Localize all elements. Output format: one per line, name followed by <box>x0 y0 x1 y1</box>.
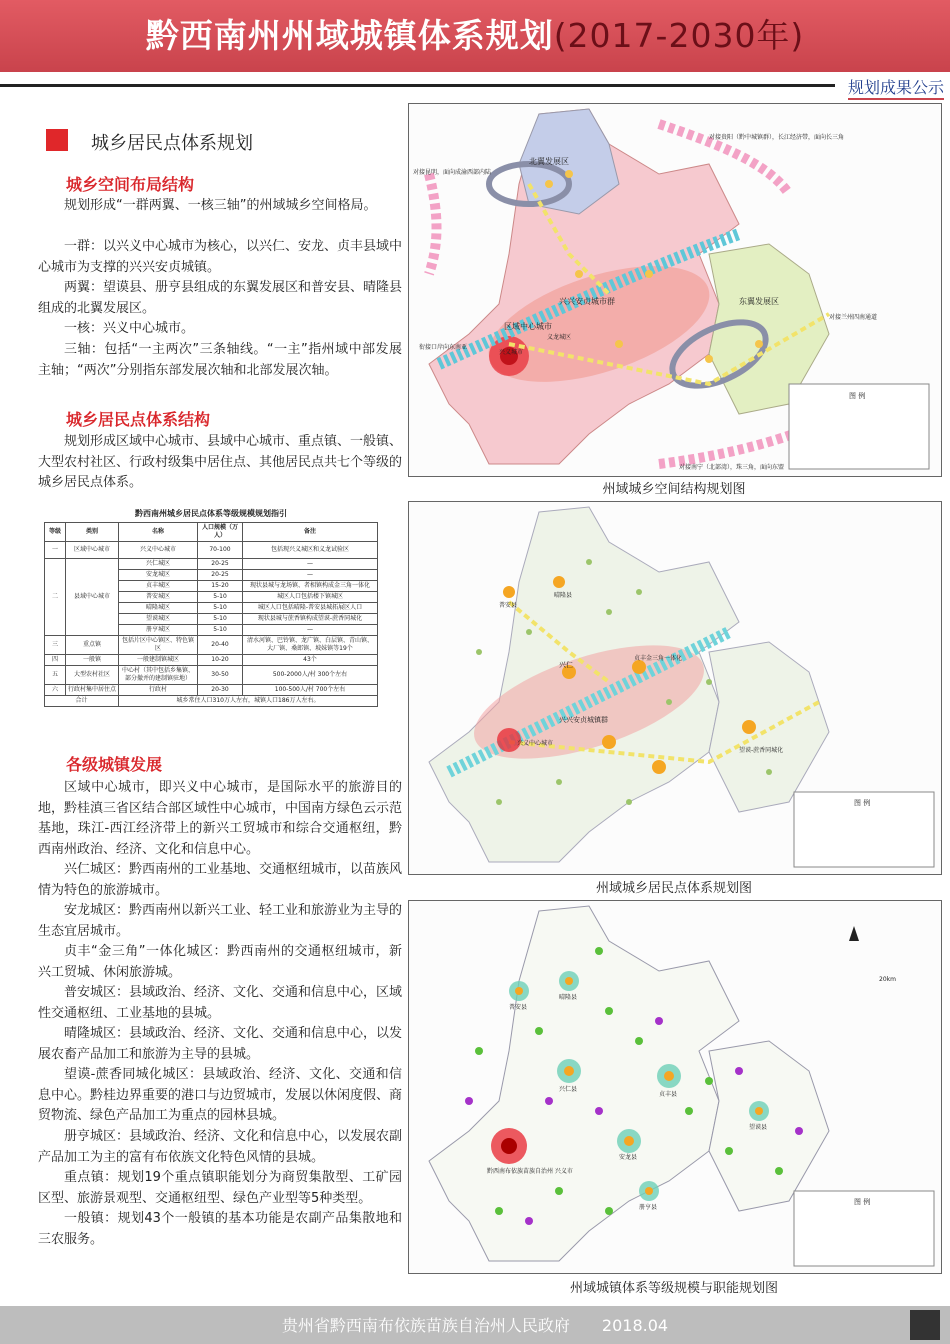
paragraph: 册亨城区：县域政治、经济、文化和信息中心，以发展农副产品加工为主的富有布依族文化特色风情的县城。 <box>38 1129 403 1165</box>
map3-scale-label: 20km <box>879 976 896 983</box>
section-title-text: 城乡居民点体系规划 <box>91 133 253 154</box>
table-cell: 合计 <box>45 696 119 707</box>
footer-text: 贵州省黔西南布依族苗族自治州人民政府 2018.04 <box>281 1316 669 1335</box>
table-cell: 五 <box>45 666 66 685</box>
page-title <box>0 10 950 57</box>
table-cell: 现状县城与龙场镇、者相镇构成金三角一体化 <box>243 581 378 592</box>
map1-label: 对接贵阳（黔中城镇群），长江经济带，面向长三角 <box>709 134 845 141</box>
map-2-graphic <box>409 502 941 874</box>
table-title: 黔西南州城乡居民点体系等级规模规划指引 <box>135 509 287 518</box>
table-cell: 六 <box>45 685 66 696</box>
map2-label: 兴兴安贞城镇群 <box>559 716 608 724</box>
paragraph: 兴仁城区：黔西南州的工业基地、交通枢纽城市，以苗族风情为特色的旅游城市。 <box>38 862 403 898</box>
table-cell: 5-10 <box>198 603 243 614</box>
table-cell: 行政村集中居住点 <box>66 685 119 696</box>
table-cell: — <box>243 559 378 570</box>
paragraph: 两翼：望谟县、册亨县组成的东翼发展区和普安县、晴隆县组成的北翼发展区。 <box>38 280 403 316</box>
map1-label: 北翼发展区 <box>529 157 569 166</box>
table-row <box>45 685 378 696</box>
table-cell: 中心村（其中包括乡集镇、部分撤并的建制镇驻地） <box>119 666 198 685</box>
table-row <box>45 559 378 570</box>
table-cell: — <box>243 625 378 636</box>
paragraph: 规划形成“一群两翼、一核三轴”的州域城乡空间格局。 <box>64 198 377 213</box>
table-cell: 城区人口包括晴隆-普安县城拓展区人口 <box>243 603 378 614</box>
table-cell: 20-40 <box>198 636 243 655</box>
col-header: 备注 <box>243 523 378 542</box>
settlement-table <box>44 508 378 707</box>
table-header-row <box>45 523 378 542</box>
map2-label: 兴义中心城市 <box>517 740 554 747</box>
map1-label: 对接南宁（北部湾），珠三角，面向东盟 <box>679 464 785 471</box>
map3-label: 普安县 <box>509 1004 528 1011</box>
table-cell: 包括现兴义城区和义龙试验区 <box>243 542 378 559</box>
table-cell: 大型农村社区 <box>66 666 119 685</box>
table-cell: 兴义中心城市 <box>119 542 198 559</box>
paragraph: 一般镇：规划43个一般镇的基本功能是农副产品集散地和三农服务。 <box>38 1211 402 1247</box>
paragraph: 普安城区：县域政治、经济、文化、交通和信息中心，区域性交通枢纽、工业基地的县城。 <box>38 985 403 1021</box>
map3-label: 册亨县 <box>639 1204 658 1211</box>
table-cell: 一般镇 <box>66 655 119 666</box>
map1-label: 兴义城市 <box>499 349 524 356</box>
paragraph: 晴隆城区：县域政治、经济、文化、交通和信息中心，以发展农畜产品加工和旅游为主导的县城。 <box>38 1026 403 1062</box>
paragraph: 一核：兴义中心城市。 <box>64 321 195 336</box>
map2-label: 普安县 <box>499 602 518 609</box>
table-cell: 现状县城与蔗香镇构成望谟-蔗香同城化 <box>243 614 378 625</box>
heading-settlement-structure: 城乡居民点体系结构 <box>66 410 211 429</box>
title-main: 黔西南州州域城镇体系规划 <box>145 16 554 55</box>
map3-legend-title: 图 例 <box>854 1198 871 1206</box>
table-cell: 安龙城区 <box>119 570 198 581</box>
table-cell: 5-10 <box>198 625 243 636</box>
table-total-row <box>45 696 378 707</box>
page-header <box>0 0 950 72</box>
publication-stamp: 规划成果公示 <box>848 75 944 100</box>
table-row <box>45 655 378 666</box>
col-header: 类别 <box>66 523 119 542</box>
table-cell: 15-20 <box>198 581 243 592</box>
table-cell: 70-100 <box>198 542 243 559</box>
table-cell: 二 <box>45 559 66 636</box>
paragraph: 三轴：包括“一主两次”三条轴线。“一主”指州域中部发展主轴；“两次”分别指东部发展次轴和北部发展次轴。 <box>38 342 402 378</box>
col-header: 名称 <box>119 523 198 542</box>
table-cell: 30-50 <box>198 666 243 685</box>
table-cell: 43个 <box>243 655 378 666</box>
footer-block <box>910 1310 940 1340</box>
map1-label: 义龙城区 <box>547 334 572 341</box>
map3-label: 兴仁县 <box>559 1086 578 1093</box>
heading-spatial-layout: 城乡空间布局结构 <box>66 175 195 194</box>
table-row <box>45 636 378 655</box>
map1-label: 对接昆明，面向成渝西部内陆 <box>413 169 492 176</box>
map1-label: 区域中心城市 <box>504 322 552 331</box>
table-cell: 城乡常住人口310万人左右，城镇人口186万人左右。 <box>119 696 378 707</box>
table-cell: 20-30 <box>198 685 243 696</box>
table-row <box>45 542 378 559</box>
table-cell: 普安城区 <box>119 592 198 603</box>
paragraph: 安龙城区：黔西南州以新兴工业、轻工业和旅游业为主导的生态宜居城市。 <box>38 903 403 939</box>
map1-label: 对接兰州四南通道 <box>829 314 878 321</box>
table-cell: 贞丰城区 <box>119 581 198 592</box>
col-header: 等级 <box>45 523 66 542</box>
map3-label: 黔西南布依族苗族自治州 兴义市 <box>487 1168 573 1175</box>
table-cell: 5-10 <box>198 614 243 625</box>
map-2-caption: 州域城乡居民点体系规划图 <box>595 881 752 896</box>
col-header: 人口规模（万人） <box>198 523 243 542</box>
divider-line <box>0 84 835 87</box>
page-footer <box>0 1306 950 1344</box>
map-1-caption: 州域城乡空间结构规划图 <box>602 482 746 497</box>
table-cell: 兴仁城区 <box>119 559 198 570</box>
map-spatial-structure <box>408 103 942 477</box>
north-arrow-icon <box>849 926 859 941</box>
sub-bar <box>0 72 950 98</box>
table-cell: 行政村 <box>119 685 198 696</box>
table-cell: 10-20 <box>198 655 243 666</box>
paragraph: 区域中心城市，即兴义中心城市，是国际水平的旅游目的地，黔桂滇三省区结合部区域性中心城市，中国南方绿色云示范基地，珠江-西江经济带上的新兴工贸城市和综合交通枢纽，黔西南州政治、经济、文化和信息中心。 <box>38 780 403 857</box>
map3-label: 晴隆县 <box>559 994 578 1001</box>
paragraph: 望谟-蔗香同城化城区：县域政治、经济、文化、交通和信息中心。黔桂边界重要的港口与边贸城市，发展以休闲度假、商贸物流、绿色产品加工为重点的园林县城。 <box>38 1067 403 1124</box>
table-cell: 一 <box>45 542 66 559</box>
map3-label: 贞丰县 <box>659 1091 678 1098</box>
table-cell: 城区人口包括楼下镇城区 <box>243 592 378 603</box>
table-cell: 一般建制镇城区 <box>119 655 198 666</box>
map2-label: 兴仁 <box>559 661 573 669</box>
table-row <box>45 666 378 685</box>
map1-label: 兴兴安贞城市群 <box>559 297 615 306</box>
map3-label: 望谟县 <box>749 1124 768 1131</box>
table-cell: 区域中心城市 <box>66 542 119 559</box>
table-cell: — <box>243 570 378 581</box>
map-3-graphic <box>409 901 941 1273</box>
map-settlement-system <box>408 501 942 875</box>
table-cell: 包括片区中心镇区、特色镇区 <box>119 636 198 655</box>
table-cell: 清水河镇、巴铃镇、龙广镇、白层镇、青山镇、大厂镇、桑郎镇、坡妹镇等19个 <box>243 636 378 655</box>
table-cell: 重点镇 <box>66 636 119 655</box>
red-square-icon <box>46 129 68 151</box>
data-table <box>44 522 378 707</box>
title-year: (2017-2030年) <box>553 16 805 55</box>
map2-label: 贞丰金三角一体化 <box>634 655 683 662</box>
paragraph: 一群：以兴义中心城市为核心，以兴仁、安龙、贞丰县域中心城市为支撑的兴兴安贞城镇。 <box>38 239 403 275</box>
table-cell: 500-2000人/村 300个左右 <box>243 666 378 685</box>
map2-label: 晴隆县 <box>554 592 573 599</box>
table-cell: 望谟城区 <box>119 614 198 625</box>
map2-label: 望谟-蔗香同城化 <box>739 747 784 754</box>
paragraph: 规划形成区域中心城市、县域中心城市、重点镇、一般镇、大型农村社区、行政村级集中居住点、其他居民点共七个等级的城乡居民点体系。 <box>38 434 403 491</box>
map2-legend-title: 图 例 <box>854 799 871 807</box>
table-cell: 20-25 <box>198 570 243 581</box>
map-town-hierarchy <box>408 900 942 1274</box>
table-cell: 100-500人/村 700个左右 <box>243 685 378 696</box>
table-cell: 20-25 <box>198 559 243 570</box>
paragraph: 贞丰“金三角”一体化城区：黔西南州的交通枢纽城市，新兴工贸城、休闲旅游城。 <box>38 944 402 980</box>
table-cell: 县域中心城市 <box>66 559 119 636</box>
map-3-caption: 州域城镇体系等级规模与职能规划图 <box>569 1281 778 1296</box>
table-cell: 晴隆城区 <box>119 603 198 614</box>
table-cell: 册亨城区 <box>119 625 198 636</box>
map1-label: 东翼发展区 <box>739 297 779 306</box>
table-cell: 四 <box>45 655 66 666</box>
table-cell: 5-10 <box>198 592 243 603</box>
map1-legend-title: 图 例 <box>849 392 866 400</box>
paragraph: 重点镇：规划19个重点镇职能划分为商贸集散型、工矿园区型、旅游景观型、交通枢纽型、绿色产业型等5种类型。 <box>38 1170 402 1206</box>
map3-label: 安龙县 <box>619 1154 638 1161</box>
table-cell: 三 <box>45 636 66 655</box>
heading-town-development: 各级城镇发展 <box>66 755 163 774</box>
map-1-graphic <box>409 104 941 476</box>
map1-label: 衔接口岸向东南亚 <box>419 344 468 351</box>
